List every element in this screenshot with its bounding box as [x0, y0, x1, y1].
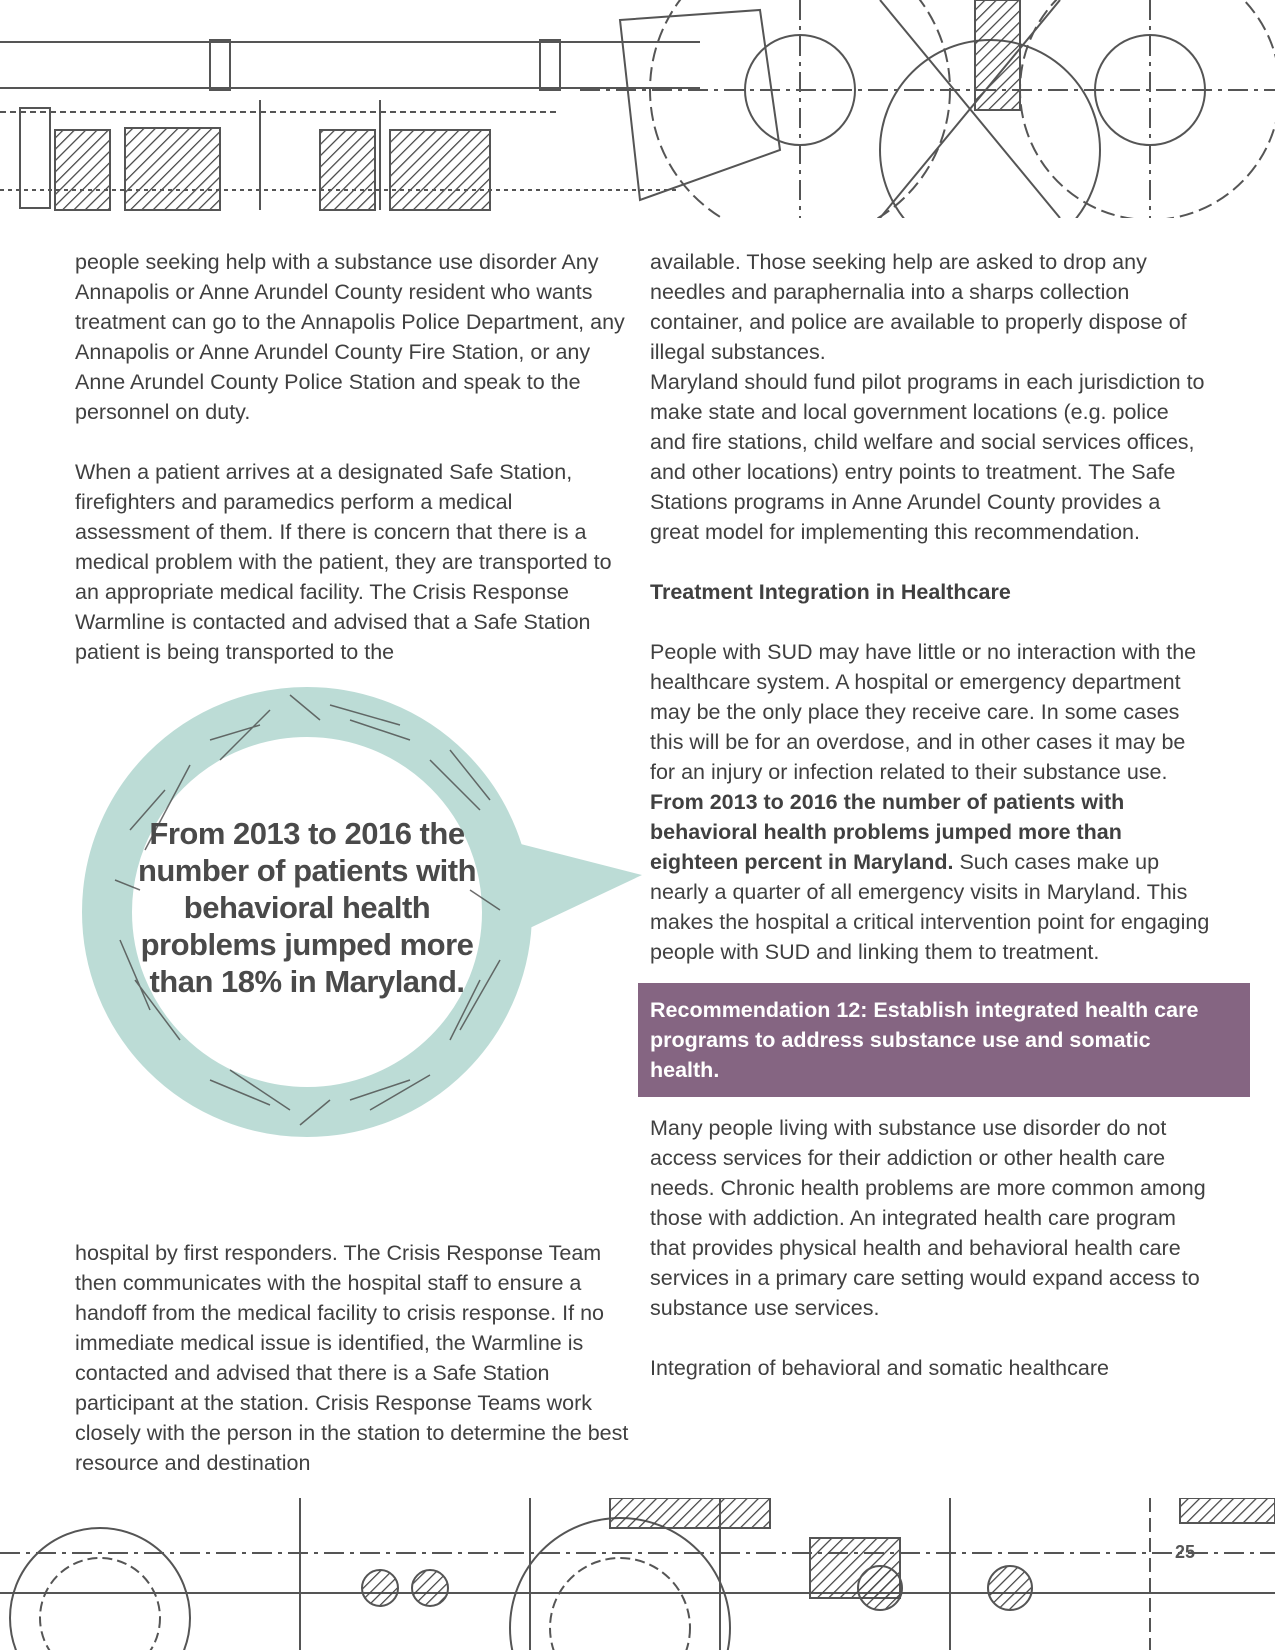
paragraph-text: Such cases make up nearly a quarter of all emergency visits in Maryland. This makes the hospital a critical intervention point for engaging people with SUD and linking them to treatment.: [650, 850, 1210, 964]
callout-text: From 2013 to 2016 the number of patients with behavioral health problems jumped more than 18% in Maryland.: [137, 816, 477, 999]
right-column: [650, 247, 1210, 1383]
body-paragraph: Many people living with substance use disorder do not access services for their addiction or other health care needs. Chronic health problems are more common among those with addiction. An integrated health care program that provides physical health and behavioral health care services in a primary care setting would expand access to substance use services.: [650, 1116, 1206, 1320]
body-paragraph: Integration of behavioral and somatic healthcare: [650, 1356, 1109, 1380]
section-heading: Treatment Integration in Healthcare: [650, 580, 1011, 604]
left-column-top: [75, 247, 630, 667]
body-paragraph: Maryland should fund pilot programs in each jurisdiction to make state and local government locations (e.g. police and fire stations, child welfare and social services offices, and other locations) entry points to treatment. The Safe Stations programs in Anne Arundel County provides a great model for implementing this recommendation.: [650, 370, 1205, 544]
statistic-callout: [70, 680, 650, 1150]
top-blueprint-banner: [0, 0, 1275, 218]
bold-statistic: From 2013 to 2016 the number of patients with behavioral health problems jumped more than eighteen percent in Maryland.: [650, 790, 1125, 874]
recommendation-box: Recommendation 12: Establish integrated health care programs to address substance use and somatic health.: [638, 983, 1250, 1097]
mechanical-blueprint-gears-icon: [0, 1498, 1275, 1650]
bottom-blueprint-banner: [0, 1498, 1275, 1650]
body-paragraph: available. Those seeking help are asked to drop any needles and paraphernalia into a sharps collection container, and police are available to properly dispose of illegal substances.: [650, 250, 1187, 364]
paragraph-text: People with SUD may have little or no interaction with the healthcare system. A hospital or emergency department may be the only place they receive care. In some cases this will be for an overdose, and in other cases it may be for an injury or infection related to their substance use.: [650, 640, 1197, 784]
mechanical-blueprint-gears-icon: [0, 0, 1275, 218]
body-paragraph: When a patient arrives at a designated Safe Station, firefighters and paramedics perform a medical assessment of them. If there is concern that there is a medical problem with the patient, they are transported to an appropriate medical facility. The Crisis Response Warmline is contacted and advised that a Safe Station patient is being transported to the: [75, 460, 612, 664]
left-column-bottom: [75, 1238, 630, 1478]
body-paragraph: [650, 637, 1210, 967]
body-paragraph: people seeking help with a substance use disorder Any Annapolis or Anne Arundel County resident who wants treatment can go to the Annapolis Police Department, any Annapolis or Anne Arundel County Fire Station, or any Anne Arundel County Police Station and speak to the personnel on duty.: [75, 250, 625, 424]
page-number: 25: [1175, 1542, 1196, 1562]
body-paragraph: hospital by first responders. The Crisis Response Team then communicates with the hospital staff to ensure a handoff from the medical facility to crisis response. If no immediate medical issue is identified, the Warmline is contacted and advised that there is a Safe Station participant at the station. Crisis Response Teams work closely with the person in the station to determine the best resource and destination: [75, 1241, 629, 1475]
